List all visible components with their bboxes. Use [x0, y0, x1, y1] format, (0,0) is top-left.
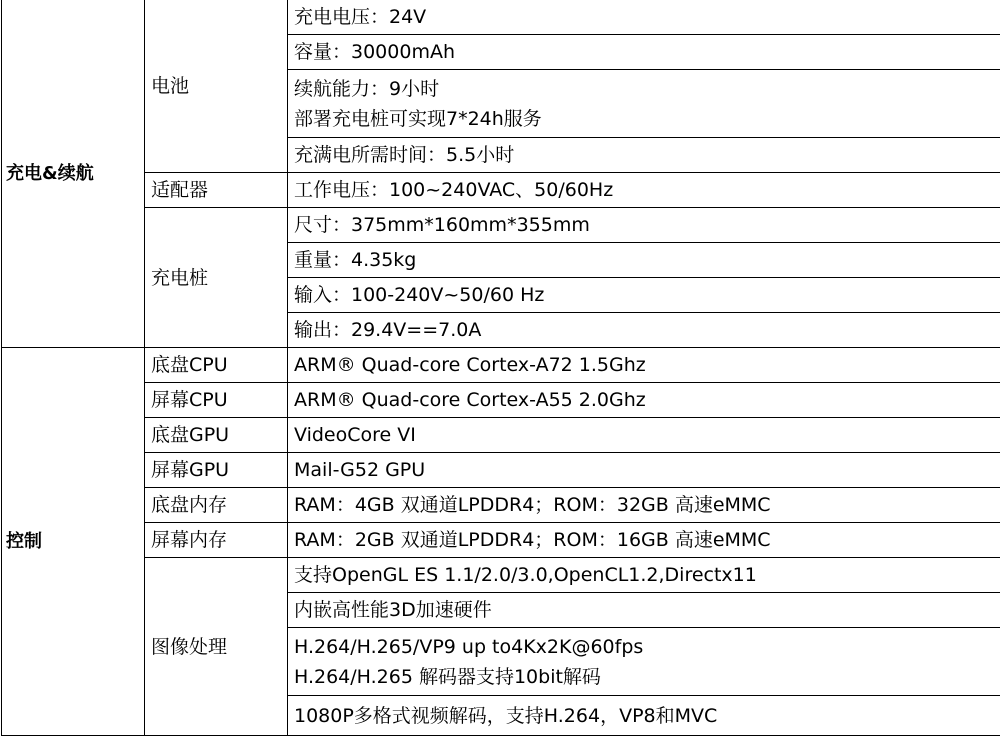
- group-name-cell: 屏幕GPU: [145, 453, 288, 488]
- group-name-cell: 底盘内存: [145, 488, 288, 523]
- value-cell: RAM：4GB 双通道LPDDR4；ROM：32GB 高速eMMC: [288, 488, 1000, 523]
- value-cell: 输入：100-240V~50/60 Hz: [288, 278, 1000, 313]
- value-line: 续航能力：9小时: [294, 74, 995, 104]
- value-cell: ARM® Quad-core Cortex-A72 1.5Ghz: [288, 348, 1000, 383]
- value-cell: [288, 628, 1000, 696]
- value-cell: 工作电压：100~240VAC、50/60Hz: [288, 173, 1000, 208]
- value-cell: 支持OpenGL ES 1.1/2.0/3.0,OpenCL1.2,Directx11: [288, 558, 1000, 593]
- table-row: [2, 348, 1000, 383]
- value-cell: Mail-G52 GPU: [288, 453, 1000, 488]
- group-name-cell: 充电桩: [145, 208, 288, 348]
- value-line: H.264/H.265/VP9 up to4Kx2K@60fps: [294, 632, 995, 662]
- value-cell: VideoCore VI: [288, 418, 1000, 453]
- value-line: H.264/H.265 解码器支持10bit解码: [294, 662, 995, 692]
- group-name-cell: 屏幕CPU: [145, 383, 288, 418]
- value-cell: 尺寸：375mm*160mm*355mm: [288, 208, 1000, 243]
- table-row: [2, 383, 1000, 418]
- table-row: [2, 173, 1000, 208]
- value-cell: 充满电所需时间：5.5小时: [288, 138, 1000, 173]
- value-cell: 输出：29.4V==7.0A: [288, 313, 1000, 348]
- table-row: [2, 488, 1000, 523]
- table-row: [2, 418, 1000, 453]
- value-cell: ARM® Quad-core Cortex-A55 2.0Ghz: [288, 383, 1000, 418]
- value-cell: 容量：30000mAh: [288, 35, 1000, 70]
- value-cell: 内嵌高性能3D加速硬件: [288, 593, 1000, 628]
- spec-table: [1, 0, 1000, 736]
- group-name-cell: 屏幕内存: [145, 523, 288, 558]
- table-row: [2, 558, 1000, 593]
- table-row: [2, 453, 1000, 488]
- group-name-cell: 底盘CPU: [145, 348, 288, 383]
- group-name-cell: 图像处理: [145, 558, 288, 736]
- group-name-cell: 适配器: [145, 173, 288, 208]
- group-name-cell: 电池: [145, 0, 288, 173]
- table-row: [2, 208, 1000, 243]
- table-row: [2, 523, 1000, 558]
- value-line: 部署充电桩可实现7*24h服务: [294, 104, 995, 134]
- value-cell: RAM：2GB 双通道LPDDR4；ROM：16GB 高速eMMC: [288, 523, 1000, 558]
- category-cell: 充电&续航: [2, 0, 145, 348]
- value-cell: 充电电压：24V: [288, 0, 1000, 35]
- value-cell: 重量：4.35kg: [288, 243, 1000, 278]
- category-cell: 控制: [2, 348, 145, 736]
- value-cell: 1080P多格式视频解码，支持H.264，VP8和MVC: [288, 696, 1000, 736]
- value-cell: [288, 70, 1000, 138]
- group-name-cell: 底盘GPU: [145, 418, 288, 453]
- table-row: [2, 0, 1000, 35]
